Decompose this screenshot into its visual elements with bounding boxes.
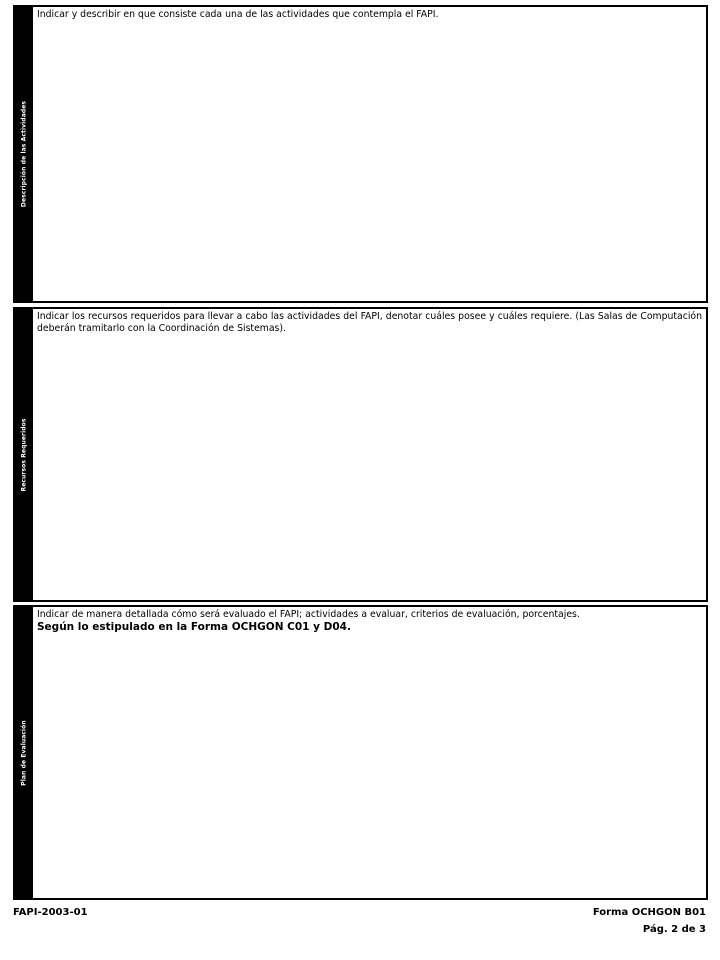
side-label-activities: Descripción de las Actividades [20, 100, 28, 208]
instruction-text: Indicar y describir en que consiste cada una de las actividades que contempla el FAPI. [37, 9, 439, 20]
side-label-evaluation: Plan de Evaluación [20, 719, 28, 786]
side-bar [15, 7, 33, 301]
section-content[interactable] [37, 609, 702, 634]
bold-note: Según lo estipulado en la Forma OCHGON C01 y D04. [37, 621, 351, 633]
section-evaluation-plan [13, 605, 708, 900]
section-activity-description [13, 5, 708, 303]
side-bar [15, 607, 33, 898]
page-number: Pág. 2 de 3 [642, 924, 706, 935]
form-code: FAPI-2003-01 [13, 907, 88, 918]
side-label-resources: Recursos Requeridos [20, 417, 28, 492]
section-content[interactable] [37, 9, 702, 21]
form-name: Forma OCHGON B01 [592, 907, 706, 918]
section-required-resources [13, 307, 708, 602]
instruction-text: Indicar los recursos requeridos para llevar a cabo las actividades del FAPI, denotar cuáles posee y cuáles requiere. (Las Salas de Computación deberán tramitarlo con la Coordinación de Sistemas). [37, 311, 702, 334]
side-bar [15, 309, 33, 600]
instruction-text: Indicar de manera detallada cómo será evaluado el FAPI; actividades a evaluar, criterios de evaluación, porcentajes. [37, 609, 580, 620]
section-content[interactable] [37, 311, 702, 335]
